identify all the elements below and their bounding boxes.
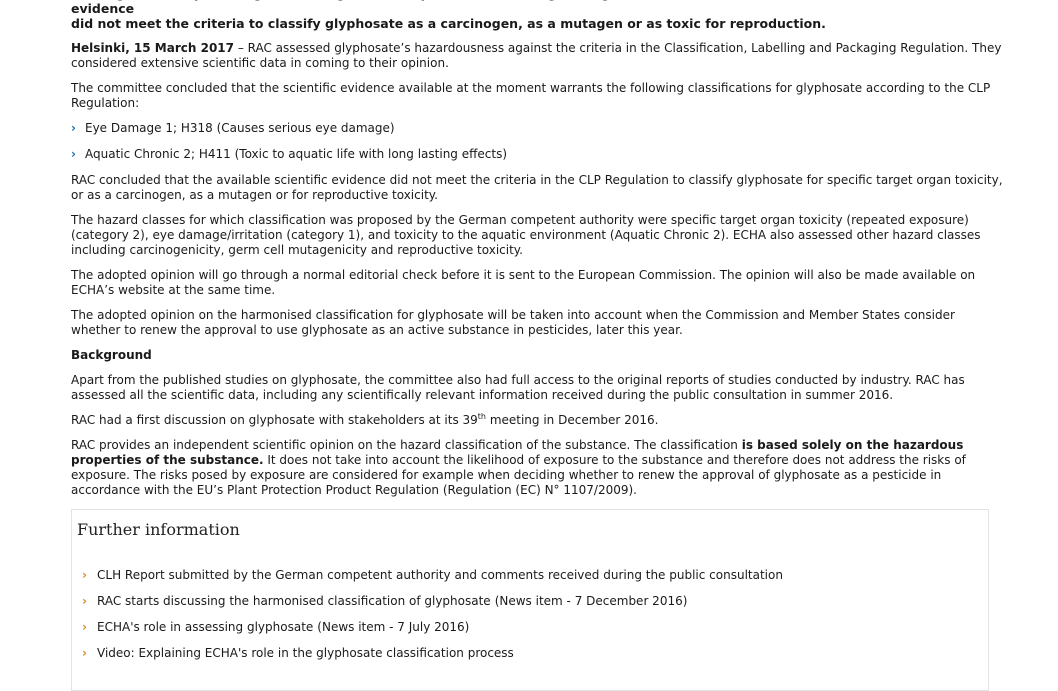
- not-met-paragraph: RAC concluded that the available scientific evidence did not meet the criteria in the CLP Regulation to classify glyphosate for specific target organ toxicity, or as a carcinogen, as a mutagen or for reproductive toxicity.: [71, 173, 1003, 202]
- link-video[interactable]: Video: Explaining ECHA's role in the glyphosate classification process: [97, 646, 514, 660]
- independent-emphasis: is based solely on the hazardous properties of the substance.: [71, 438, 964, 467]
- chevron-right-icon: ›: [71, 121, 76, 135]
- link-clh-report[interactable]: CLH Report submitted by the German competent authority and comments received during the public consultation: [97, 568, 783, 582]
- harmonised-paragraph: The adopted opinion on the harmonised classification for glyphosate will be taken into account when the Commission and Member States consider whether to renew the approval to use glyphosate as an active substance in pesticides, later this year.: [71, 308, 955, 337]
- ordinal-suffix: th: [477, 412, 486, 421]
- lead-line-2: did not meet the criteria to classify glyphosate as a carcinogen, as a mutagen or as toxic for reproduction.: [71, 16, 826, 31]
- chevron-right-icon: ›: [71, 147, 76, 161]
- list-item: [71, 121, 1003, 136]
- chevron-right-icon: ›: [82, 620, 87, 634]
- first-discussion-text-end: meeting in December 2016.: [486, 413, 659, 427]
- dateline-text: – RAC assessed glyphosate’s hazardousness against the criteria in the Classification, Labelling and Packaging Regulation. They considered extensive scientific data in coming to their opinion.: [71, 41, 1002, 70]
- further-link-item[interactable]: [82, 646, 972, 672]
- dateline: Helsinki, 15 March 2017: [71, 41, 234, 55]
- link-note: (News item - 7 December 2016): [494, 594, 688, 608]
- list-item: [71, 147, 1003, 162]
- chevron-right-icon: ›: [82, 568, 87, 582]
- further-information-title: Further information: [77, 520, 240, 539]
- classification-text: Eye Damage 1; H318 (Causes serious eye damage): [85, 121, 395, 135]
- conclusion-paragraph: The committee concluded that the scientific evidence available at the moment warrants the following classifications for glyphosate according to the CLP Regulation:: [71, 81, 991, 110]
- article-body: [71, 0, 1003, 508]
- editorial-paragraph: The adopted opinion will go through a normal editorial check before it is sent to the European Commission. The opinion will also be made available on ECHA’s website at the same time.: [71, 268, 976, 297]
- lead-paragraph: [71, 0, 1003, 31]
- dateline-paragraph: [71, 41, 1003, 71]
- first-discussion-text: RAC had a first discussion on glyphosate with stakeholders at its 39: [71, 413, 478, 427]
- classification-list: [71, 121, 1003, 162]
- chevron-right-icon: ›: [82, 646, 87, 660]
- hazard-classes-paragraph: The hazard classes for which classification was proposed by the German competent authority were specific target organ toxicity (repeated exposure) (category 2), eye damage/irritation (category 1), and toxicity to the aquatic environment (Aquatic Chronic 2). ECHA also assessed other hazard classes including carcinogenicity, germ cell mutagenicity and reproductive toxicity.: [71, 213, 981, 257]
- classification-text: Aquatic Chronic 2; H411 (Toxic to aquatic life with long lasting effects): [85, 147, 508, 161]
- link-rac-starts-discussing[interactable]: RAC starts discussing the harmonised classification of glyphosate: [97, 594, 491, 608]
- further-information-box: [71, 509, 989, 691]
- link-note: (News item - 7 July 2016): [317, 620, 470, 634]
- independent-text-end: It does not take into account the likelihood of exposure to the substance and therefore does not address the risks of exposure. The risks posed by exposure are considered for example when deciding whether to renew the approval of glyphosate as a pesticide in accordance with the EU’s Plant Protection Product Regulation (Regulation (EC) N° 1107/2009).: [71, 453, 966, 497]
- chevron-right-icon: ›: [82, 594, 87, 608]
- further-information-links: [82, 568, 972, 672]
- further-link-item[interactable]: [82, 620, 972, 646]
- independent-paragraph: [71, 438, 1003, 498]
- further-link-item[interactable]: [82, 594, 972, 620]
- background-paragraph: Apart from the published studies on glyphosate, the committee also had full access to the original reports of studies conducted by industry. RAC has assessed all the scientific data, including any scientifically relevant information received during the public consultation in summer 2016.: [71, 373, 965, 402]
- link-echa-role[interactable]: ECHA's role in assessing glyphosate: [97, 620, 314, 634]
- first-discussion-paragraph: [71, 413, 1003, 428]
- lead-line-1: evidence: [71, 1, 135, 16]
- independent-text: RAC provides an independent scientific opinion on the hazard classification of the substance. The classification: [71, 438, 742, 452]
- further-link-item[interactable]: [82, 568, 972, 594]
- background-heading: Background: [71, 348, 152, 362]
